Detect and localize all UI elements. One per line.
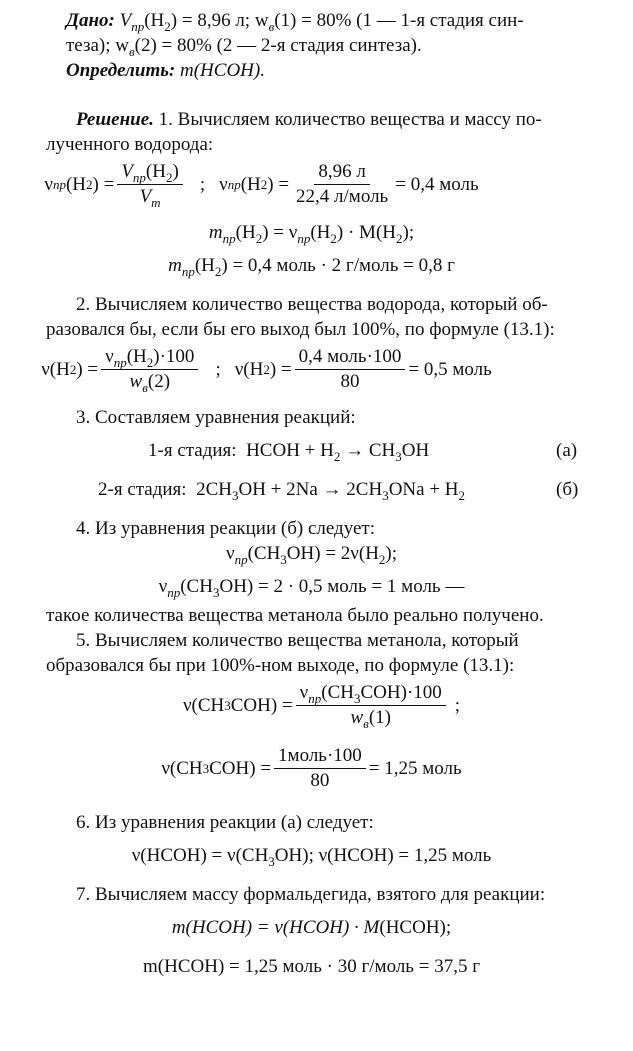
fraction-6: $\frac{\text{1моль·100}}{80}$ [274, 745, 366, 792]
equation-1: ν пр (H 2 ) = $\frac{V_{пр}(H_2)}{V_m}$ ; ν пр (H 2 ) = $\frac{8,96 л}{\text{22,4 л/моль}}$ = 0,4 моль [44, 161, 479, 210]
find-line [66, 58, 615, 83]
given-label: Дано: [66, 10, 115, 31]
step-7-text: 7. Вычисляем массу формальдегида, взятого для реакции: [76, 884, 546, 905]
find-label: Определить: [66, 60, 176, 81]
equation-10: m(HCOH) = ν(HCOH) · M(HCOH); [171, 917, 452, 938]
step-5-text-2: образовался бы при 100%-ном выходе, по формуле (13.1): [46, 655, 515, 676]
tag-b: (б) [556, 479, 579, 500]
step-6-text: 6. Из уравнения реакции (а) следует: [76, 812, 374, 833]
step-2-text: 2. Вычисляем количество вещества водорода, который об- [76, 294, 548, 315]
step-4-continuation: такое количества вещества метанола было реально получено. [46, 605, 544, 626]
given-line-1: Дано: $V_{пр}(H_2) = 8,96$ л; $w_в(1) = 80\%$ (1 — 1-я стадия син- [66, 10, 524, 34]
fraction-2: $\frac{8,96 л}{\text{22,4 л/моль}}$ [296, 161, 389, 207]
fraction-3: $\frac{\nu_{пр}(H_2)\cdot 100}{w_в(2)}$ [101, 346, 198, 393]
step-4-text: 4. Из уравнения реакции (б) следует: [76, 518, 375, 539]
fraction-1: $\frac{V_{пр}(H_2)}{V_m}$ [117, 161, 183, 208]
equation-4: ν(H 2 ) = $\frac{\nu_{пр}(H_2)\cdot 100}{w_в(2)}$ ; ν(H 2 ) = $\frac{\text{0,4 моль·100}}{80}$ = 0,5 моль [41, 346, 492, 395]
fraction-5: $\frac{\nu_{пр}(CH_3COH)\cdot 100}{w_в(1)}$ [296, 682, 446, 729]
step-1-text-2: лученного водорода: [46, 134, 214, 155]
equation-3: $m_{пр}(H_2) = 0,4$ моль · 2 г/моль = 0,8 г [168, 255, 455, 279]
stage-1-equation: 1-я стадия: HCOH + $H_2 \to CH_3OH$ (а) [148, 440, 578, 464]
fraction-4: $\frac{\text{0,4 моль·100}}{80}$ [295, 346, 406, 393]
equation-11: m(HCOH) = 1,25 моль · 30 г/моль = 37,5 г [143, 956, 480, 977]
step-3-text: 3. Составляем уравнения реакций: [76, 407, 356, 428]
given-line-2: теза); $w_в(2) = 80\%$ (2 — 2-я стадия синтеза). [66, 35, 422, 59]
solution-label: Решение. [76, 109, 154, 130]
equation-2: $m_{пр}(H_2) = \nu_{пр}(H_2) \cdot M(H_2)$; [208, 222, 415, 246]
equation-7: ν(CH 3 COH) = $\frac{\nu_{пр}(CH_3COH)\cdot 100}{w_в(1)}$ ; [182, 682, 461, 731]
stage-2-equation: 2-я стадия: $2CH_3OH + 2Na \to 2CH_3ONa + H_2$ (б) [98, 479, 579, 503]
equation-6: $\nu_{пр}(CH_3OH) = 2 \cdot 0,5$ моль = 1 моль — [158, 576, 465, 600]
equation-8: ν(CH 3 COH) = $\frac{\text{1моль·100}}{80}$ = 1,25 моль [161, 745, 462, 791]
step-5-text: 5. Вычисляем количество вещества метанола, который [76, 630, 519, 651]
equation-5: $\nu_{пр}(CH_3OH) = 2\nu(H_2)$; [225, 543, 398, 567]
equation-9: ν(HCOH) = $\nu(CH_3OH)$; ν(HCOH) = 1,25 моль [131, 845, 492, 869]
step-1-text: Решение. 1. Вычисляем количество вещества и массу по- [76, 109, 542, 130]
step-2-text-2: разовался бы, если бы его выход был 100%, по формуле (13.1): [46, 319, 555, 340]
tag-a: (а) [556, 440, 578, 461]
find-value: m(HCOH). [180, 60, 265, 81]
